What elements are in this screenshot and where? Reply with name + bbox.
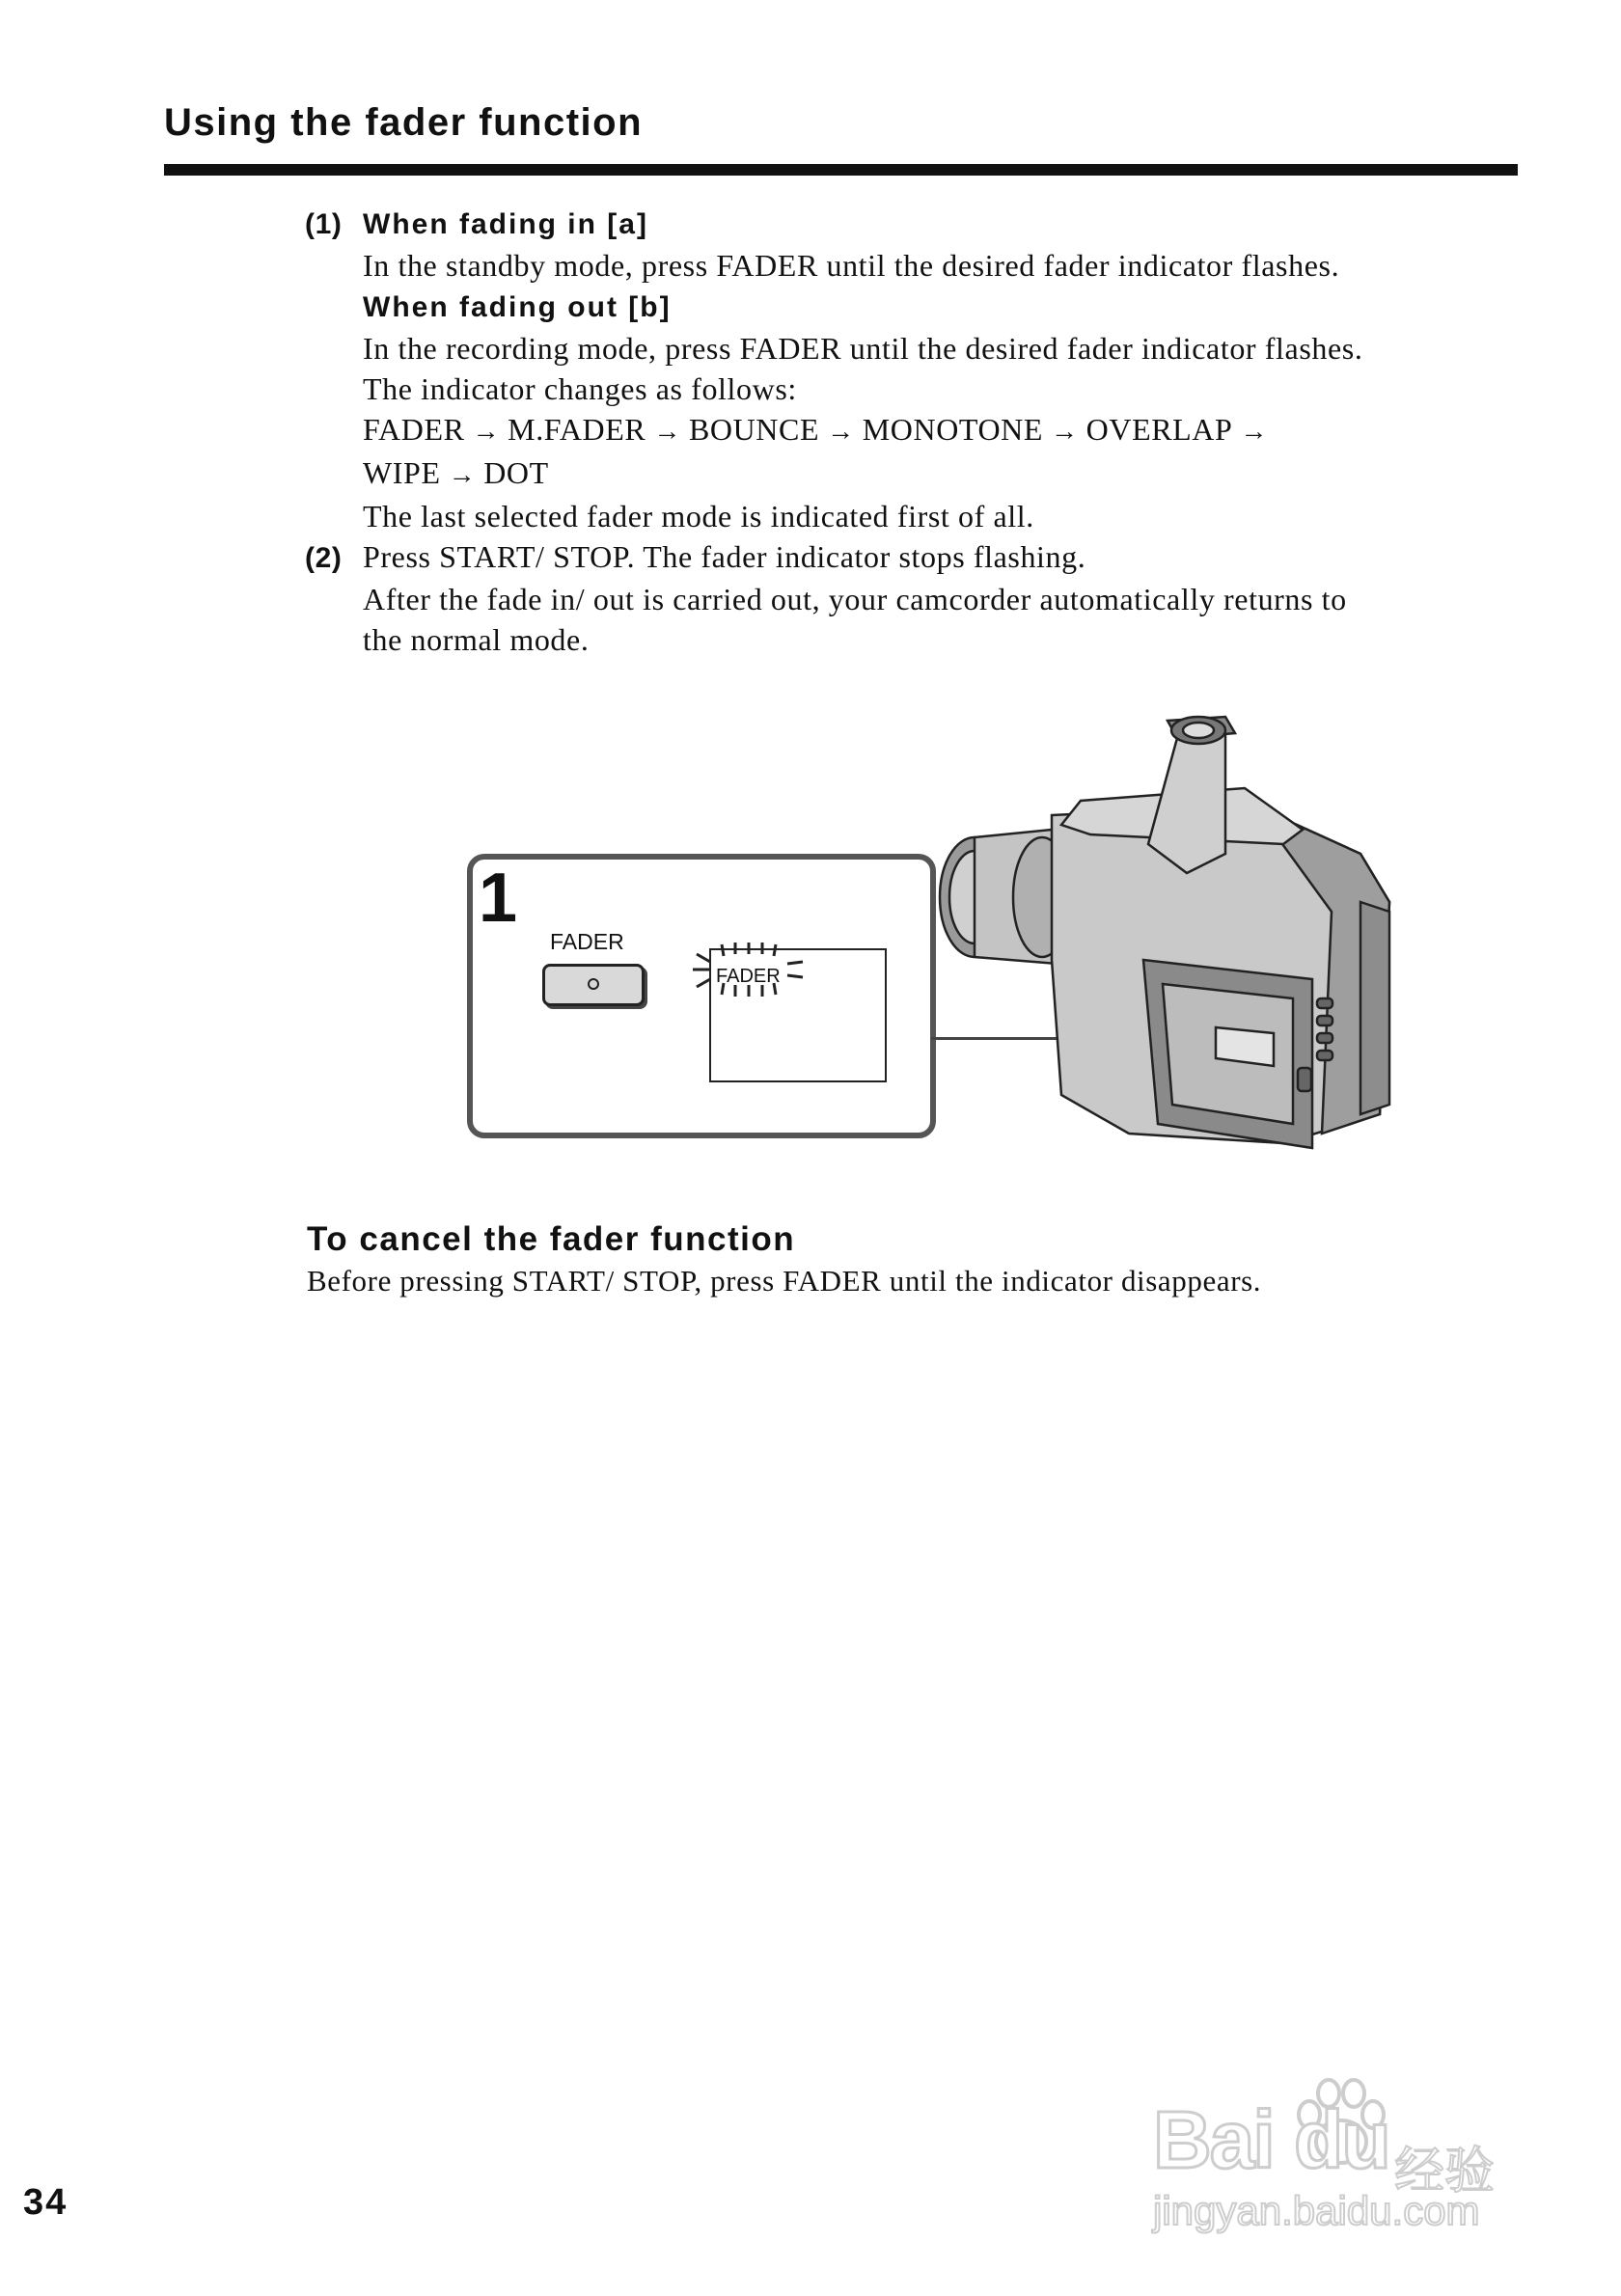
screen-fader-indicator: FADER: [716, 966, 781, 987]
title-rule: [164, 164, 1518, 176]
chain-item: BOUNCE: [688, 412, 820, 447]
arrow-right-icon: →: [1240, 417, 1269, 447]
fader-button-label: FADER: [550, 929, 624, 954]
chain-item: OVERLAP: [1085, 412, 1233, 447]
watermark-brand: Bai du: [1153, 2094, 1389, 2185]
fade-in-label: When fading in [a]: [363, 208, 648, 240]
camcorder-icon: [936, 709, 1418, 1172]
figure-step-number: 1: [479, 860, 518, 937]
watermark-url: jingyan.baidu.com: [1153, 2188, 1480, 2233]
step-2-number: (2): [305, 542, 343, 574]
chain-item: M.FADER: [508, 412, 646, 447]
step-2-line-3: the normal mode.: [363, 622, 590, 657]
indicator-chain-line-2: [305, 452, 1511, 496]
indicator-intro: The indicator changes as follows:: [363, 371, 797, 406]
chain-item: DOT: [483, 455, 549, 490]
arrow-right-icon: →: [1051, 417, 1079, 447]
chain-item: MONOTONE: [862, 412, 1044, 447]
arrow-right-icon: →: [653, 417, 681, 447]
chain-item: FADER: [363, 412, 465, 447]
fade-in-text: In the standby mode, press FADER until the desired fader indicator flashes.: [363, 248, 1340, 283]
arrow-right-icon: →: [448, 460, 477, 490]
step-2-line-2: After the fade in/ out is carried out, your camcorder automatically returns to: [363, 582, 1347, 616]
watermark-chinese: 经验: [1394, 2143, 1496, 2200]
cancel-heading: To cancel the fader function: [307, 1220, 796, 1258]
button-dot-icon: [588, 978, 599, 990]
watermark: [1153, 2084, 1539, 2248]
step-1-number: (1): [305, 208, 343, 240]
step-1-note: The last selected fader mode is indicated first of all.: [363, 499, 1034, 533]
fader-illustration: [453, 709, 1428, 1172]
section-title: Using the fader function: [164, 101, 643, 144]
fade-out-label: When fading out [b]: [363, 291, 672, 323]
cancel-body: Before pressing START/ STOP, press FADER until the indicator disappears.: [307, 1264, 1262, 1298]
arrow-right-icon: →: [827, 417, 855, 447]
arrow-right-icon: →: [472, 417, 501, 447]
fade-out-text: In the recording mode, press FADER until the desired fader indicator flashes.: [363, 331, 1363, 366]
steps-list: [305, 203, 1511, 660]
fader-button: [542, 964, 645, 1006]
chain-item: WIPE: [363, 455, 441, 490]
step-2-line-1: [305, 536, 1511, 579]
indicator-chain-line-1: [305, 409, 1511, 452]
step-1-heading: [305, 203, 1511, 245]
step-2-text: Press START/ STOP. The fader indicator stops flashing.: [363, 539, 1086, 574]
page-number: 34: [23, 2182, 69, 2223]
